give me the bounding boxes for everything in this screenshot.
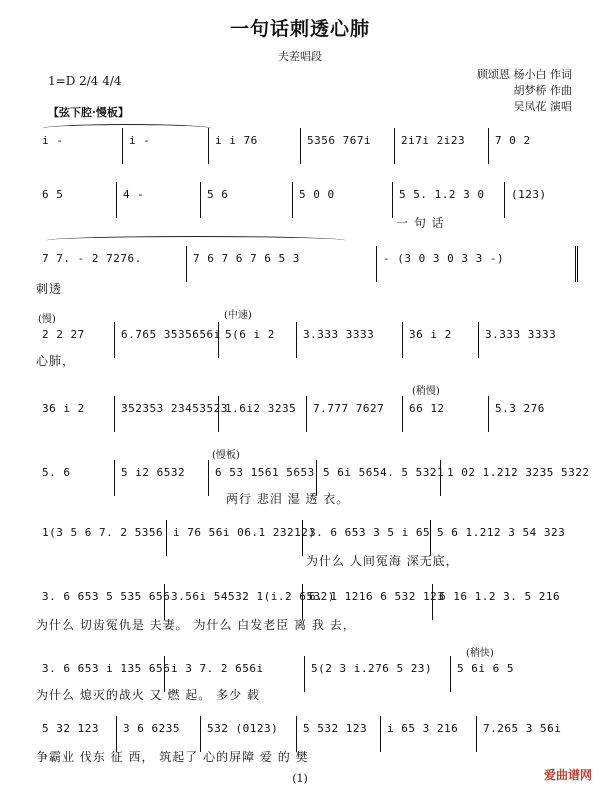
measure [504,182,575,218]
measure [488,396,575,432]
score-line-10 [36,716,574,764]
measure [296,322,403,358]
measure [36,396,114,432]
notes: 5 i2 6532 [121,466,186,479]
score-line-7 [36,520,574,568]
notes: 1 02 1.212 3235 5322 [447,466,590,479]
measure [36,182,116,218]
measure [200,182,293,218]
tempo-annotation: (稍慢) [412,386,440,397]
notes: 4 - [123,188,145,201]
lyric-line-3: 刺透 [36,282,63,296]
notes: 5 5. 1.2 3 0 [399,188,485,201]
notes: 3.333 3333 [303,328,375,341]
measure [376,246,578,282]
score-line-2 [36,182,574,230]
song-title: 一句话刺透心肺 [229,18,370,40]
measure [440,460,590,496]
tempo-annotation: (慢板) [212,450,240,461]
notes: - (3 0 3 0 3 3 -) [383,252,505,265]
notes: 5(6 i 2 [225,328,275,341]
notes: 7 6 7 6 7 6 5 3 [193,252,300,265]
measure [392,182,505,218]
notes: i - [42,134,64,147]
notes: 5 6 1.212 3 54 323 [437,526,566,539]
notes: 2i7i 2i23 [401,134,466,147]
measure [200,716,297,752]
notes: 6. 1 1216 6 532 123 [309,590,445,603]
score-line-9 [36,648,574,702]
notes: 5(2 3 i.276 5 23) [311,662,433,675]
measure [380,716,477,752]
lyric-line-4: 心肺， [36,354,76,368]
measure [296,716,381,752]
measure [208,128,301,164]
measure [36,520,166,556]
notes: 5 6 [207,188,229,201]
notes: i 65 3 216 [387,722,459,735]
measure [218,396,307,432]
key-signature: 1=D 2/4 4/4 [48,74,122,88]
tempo-marking: 【弦下腔·慢板】 [48,106,129,119]
measure [114,460,209,496]
score-line-8 [36,584,574,632]
score-line-5 [36,386,574,432]
measure [36,128,122,164]
measure [292,182,393,218]
notes: 352353 23453523 [121,402,228,415]
notes: 3 6 6235 [123,722,180,735]
notes: 6 5 [42,188,64,201]
notes: i i 76 [215,134,258,147]
tempo-annotation: (慢) [38,314,56,325]
score-line-4 [36,310,574,368]
notes: 5 6i 5654. 5 5321 [323,466,445,479]
lyric-line-10: 争霸业 伐东 征 西， 筑起了 心的屏障 爱 的 樊 [36,750,309,764]
measure [476,716,575,752]
notes: 7 7. - 2 7276. [42,252,142,265]
lyric-line-6: 两行 悲泪 湿 透 衣。 [226,492,350,506]
song-subtitle: 夫差唱段 [278,50,322,63]
measure [306,396,403,432]
tempo-annotation: (中速) [224,310,252,321]
measure [478,322,575,358]
measure [432,584,575,620]
measure [114,396,228,432]
notes: 5.3 276 [495,402,545,415]
measure [186,246,377,282]
measure [122,128,209,164]
notes: 3. 6 653 i 135 656 [42,662,171,675]
measure [116,716,201,752]
notes: 36 i 2 [42,402,85,415]
score-line-1 [36,128,574,164]
measure [302,520,431,556]
measure [218,322,297,358]
lyric-line-8: 为什么 切齿冤仇是 夫妻。 为什么 白发老臣 离 我 去， [36,618,356,632]
tie-curve [46,236,346,245]
measure [402,396,489,432]
measure [36,584,171,620]
notes: 5 32 123 [42,722,99,735]
lyric-line-2: 一 句 话 [396,216,445,230]
notes: 3.333 3333 [485,328,557,341]
notes: 1(3 5 6 7. 2 5356 [42,526,164,539]
score-line-6 [36,450,590,506]
measure [166,520,316,556]
measure [116,182,201,218]
notes: 36 i 2 [409,328,452,341]
notes: 5356 767i [307,134,372,147]
notes: 3. 6 653 5 535 656 [42,590,171,603]
measure [302,584,445,620]
measure [402,322,479,358]
measure [488,128,575,164]
notes: 6 53 1561 5653 [215,466,315,479]
lyricist-credit: 顾颂恩 杨小白 作词 [477,68,572,81]
notes: 3.56i 54532 1(i.2 6532) [171,590,335,603]
measure [394,128,489,164]
measure [300,128,395,164]
notes: 5. 6 [42,466,71,479]
notes: 6 16 1.2 3. 5 216 [439,590,561,603]
measure [304,656,451,692]
notes: i - [129,134,151,147]
notes: 7.265 3 56i [483,722,562,735]
measure [114,322,219,358]
notes: 2 2 27 [42,328,85,341]
notes: 66 12 [409,402,445,415]
notes: (123) [511,188,547,201]
measure [36,460,114,496]
notes: 3. 6 653 3 5 i 65 [309,526,431,539]
notes: 1.6i2 3235 [225,402,297,415]
composer-credit: 胡梦桥 作曲 [513,84,572,97]
performer-credit: 吴凤花 演唱 [513,100,572,113]
notes: i 3 7. 2 656i [171,662,264,675]
notes: 7 0 2 [495,134,531,147]
measure [430,520,575,556]
notes: 532 (0123) [207,722,279,735]
lyric-line-7: 为什么 人间冤海 深无底， [306,554,459,568]
notes: 5 0 0 [299,188,335,201]
tempo-annotation: (稍快) [466,648,494,659]
measure [36,246,186,282]
measure [164,584,335,620]
measure [450,656,575,692]
notes: i 76 56i 06.1 23212) [173,526,316,539]
lyric-line-9: 为什么 熄灭的战火 又 燃 起。 多少 载 [36,688,260,702]
notes: 5 6i 6 5 [457,662,514,675]
site-logo[interactable]: 爱曲谱网 [543,768,592,782]
page-number: (1) [292,772,308,785]
notes: 5 532 123 [303,722,368,735]
notes: 6.765 3535656i [121,328,221,341]
notes: 7.777 7627 [313,402,385,415]
measure [36,716,116,752]
score-line-3 [36,246,574,296]
